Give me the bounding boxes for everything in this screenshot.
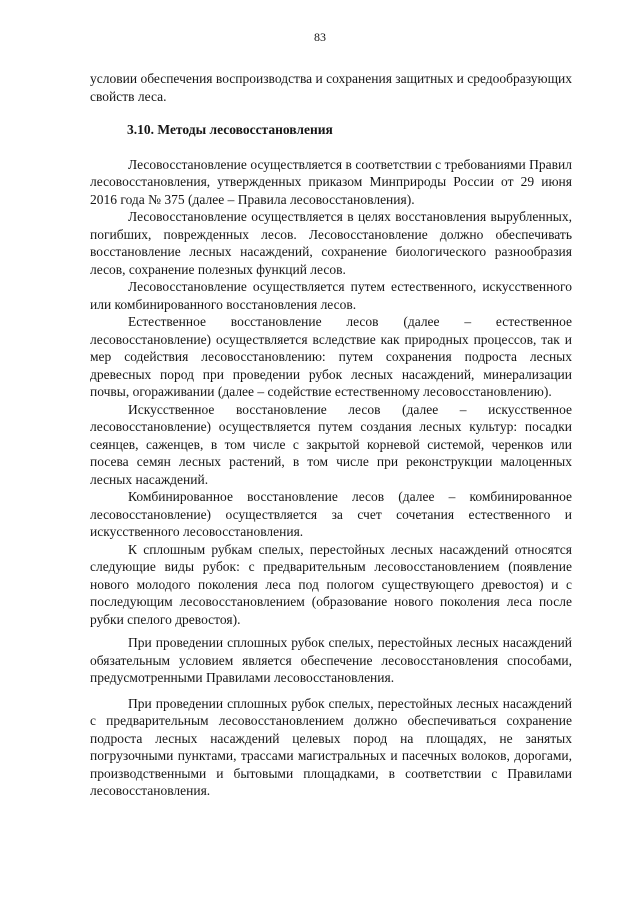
paragraph-clear-cut-condition: При проведении сплошных рубок спелых, перестойных лесных насаждений обязательным условием является обеспечение лесовосстановления способами, предусмотренными Правилами лесовосстановления. <box>90 635 572 685</box>
continued-paragraph: условии обеспечения воспроизводства и сохранения защитных и средообразующих свойств леса. <box>90 71 572 104</box>
paragraph-purpose: Лесовосстановление осуществляется в целях восстановления вырубленных, погибших, поврежденных лесов. Лесовосстановление должно обеспечивать восстановление лесных насаждений, сохранение биологического разнообразия лесов, сохранение полезных функций лесов. <box>90 209 572 277</box>
paragraph-combined: Комбинированное восстановление лесов (далее – комбинированное лесовосстановление) осуществляется за счет сочетания естественного и искусственного лесовосстановления. <box>90 489 572 539</box>
paragraph-regulations: Лесовосстановление осуществляется в соответствии с требованиями Правил лесовосстановления, утвержденных приказом Минприроды России от 29 июня 2016 года № 375 (далее – Правила лесовосстановления). <box>90 156 572 207</box>
page-content <box>90 70 572 800</box>
paragraph-clear-cut-types: К сплошным рубкам спелых, перестойных лесных насаждений относятся следующие виды рубок: с предварительным лесовосстановлением (появление нового молодого поколения леса под пологом существующего древостоя) и с последующим лесовосстановлением (образование нового поколения леса после рубки спелого древостоя). <box>90 541 572 627</box>
paragraph-undergrowth: При проведении сплошных рубок спелых, перестойных лесных насаждений с предварительным лесовосстановлением должно обеспечиваться сохранение подроста лесных насаждений целевых пород на площадях, не занятых погрузочными пунктами, трассами магистральных и пасечных волоков, дорогами, производственными и бытовыми площадками, в соответствии с Правилами лесовосстановления. <box>90 695 572 798</box>
page-number: 83 <box>314 30 326 44</box>
section-heading: 3.10. Методы лесовосстановления <box>127 122 333 137</box>
paragraph-natural: Естественное восстановление лесов (далее – естественное лесовосстановление) осуществляется вследствие как природных процессов, так и мер содействия лесовосстановлению: путем сохранения подроста лесных древесных пород при проведении рубок лесных насаждений, минерализации почвы, огораживании (далее – содействие естественному лесовосстановлению). <box>90 314 572 399</box>
paragraph-artificial: Искусственное восстановление лесов (далее – искусственное лесовосстановление) осуществляется путем создания лесных культур: посадки сеянцев, саженцев, в том числе с закрытой корневой системой, черенков или посева семян лесных растений, в том числе при реконструкции малоценных лесных насаждений. <box>90 401 572 487</box>
paragraph-methods: Лесовосстановление осуществляется путем естественного, искусственного или комбинированного восстановления лесов. <box>90 279 572 312</box>
